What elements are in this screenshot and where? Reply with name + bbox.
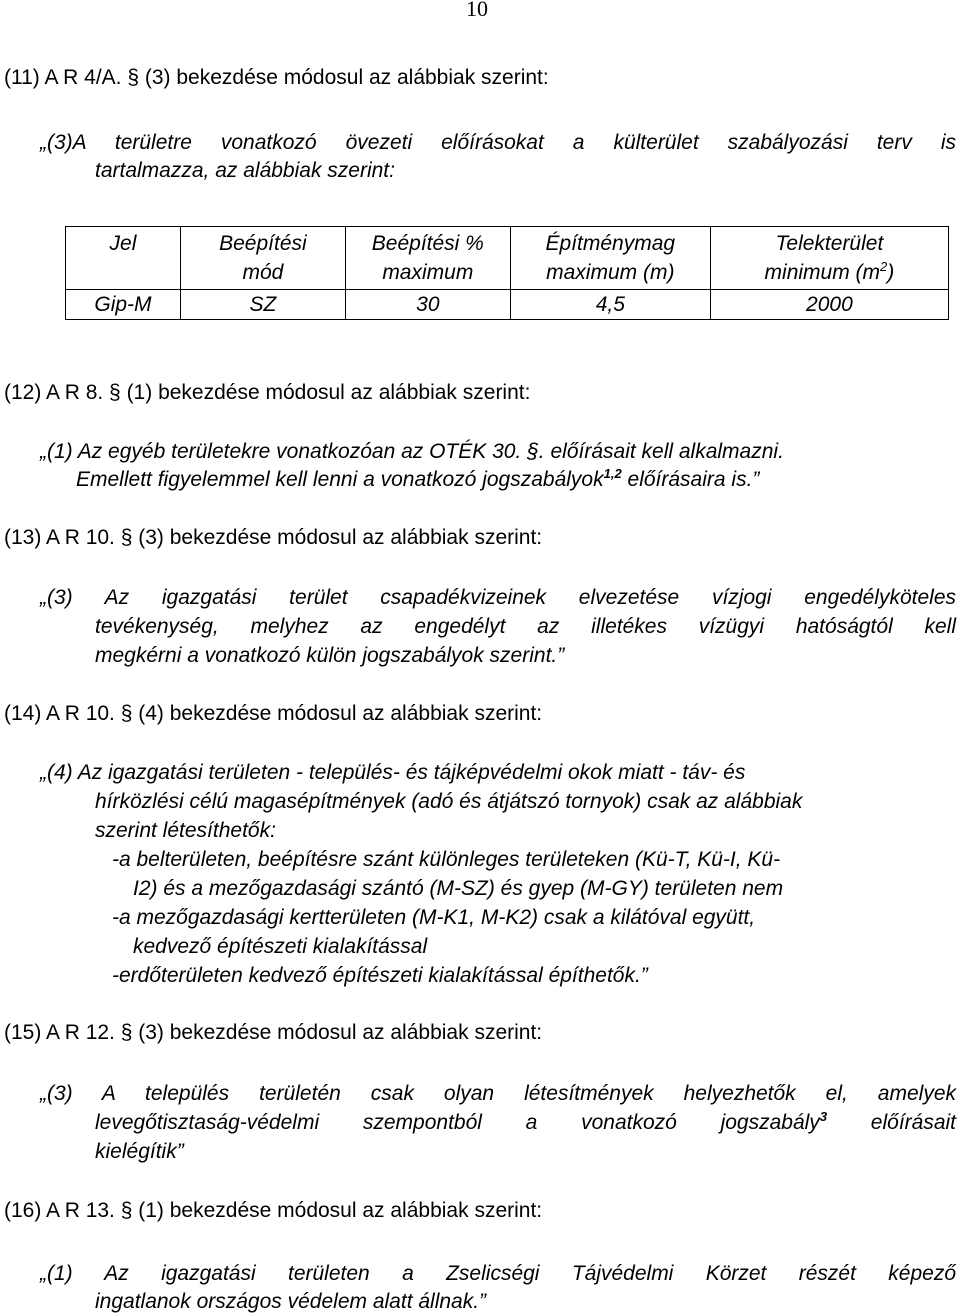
cell-mod: SZ xyxy=(180,290,345,320)
section-13-line-1: „(3) Az igazgatási terület csapadékvizeinek elvezetése vízjogi engedélyköteles xyxy=(40,586,956,609)
section-15-heading: (15) A R 12. § (3) bekezdése módosul az alábbiak szerint: xyxy=(4,1021,543,1044)
section-13-line-2: tevékenység, melyhez az engedélyt az illetékes vízügyi hatóságtól kell xyxy=(95,615,956,638)
section-14-bullet-2b: kedvező építészeti kialakítással xyxy=(133,935,428,958)
section-11-quote-line-1: „(3)A területre vonatkozó övezeti előírásokat a külterület szabályozási terv is xyxy=(40,131,956,154)
section-14-heading: (14) A R 10. § (4) bekezdése módosul az alábbiak szerint: xyxy=(4,702,543,725)
section-15-line-3: kielégítik” xyxy=(95,1140,184,1163)
cell-magassag: 4,5 xyxy=(510,290,710,320)
section-14-line-3: szerint létesíthetők: xyxy=(95,819,276,842)
section-14-bullet-1b: I2) és a mezőgazdasági szántó (M-SZ) és gyep (M-GY) területen nem xyxy=(133,877,784,900)
section-11-heading: (11) A R 4/A. § (3) bekezdése módosul az alábbiak szerint: xyxy=(4,66,549,89)
section-15-line-2: levegőtisztaság-védelmi szempontból a vonatkozó jogszabály$^3$ előírásait xyxy=(95,1109,957,1134)
section-14-bullet-2a: -a mezőgazdasági kertterületen (M-K1, M-K2) csak a kilátóval együtt, xyxy=(112,906,756,929)
header-telekterulet: Telekterület minimum $(m^2)$ xyxy=(710,227,948,290)
section-12-heading: (12) A R 8. § (1) bekezdése módosul az alábbiak szerint: xyxy=(4,381,531,404)
cell-telek: 2000 xyxy=(710,290,948,320)
section-12-line-2: Emellett figyelemmel kell lenni a vonatkozó jogszabályok$^{1,2}$ előírásaira is.” xyxy=(76,466,760,491)
cell-jel: Gip-M xyxy=(66,290,181,320)
section-14-bullet-1a: -a belterületen, beépítésre szánt különleges területeken (Kü-T, Kü-I, Kü- xyxy=(112,848,781,871)
section-16-line-1: „(1) Az igazgatási területen a Zselicségi Tájvédelmi Körzet részét képező xyxy=(40,1262,956,1285)
section-14-line-2: hírközlési célú magasépítmények (adó és átjátszó tornyok) csak az alábbiak xyxy=(95,790,803,813)
section-13-line-3: megkérni a vonatkozó külön jogszabályok szerint.” xyxy=(95,644,565,667)
section-13-heading: (13) A R 10. § (3) bekezdése módosul az alábbiak szerint: xyxy=(4,526,543,549)
table-header-row xyxy=(66,227,949,290)
page-number: 10 xyxy=(466,0,488,21)
table-row xyxy=(66,290,949,320)
section-11-quote-line-2: tartalmazza, az alábbiak szerint: xyxy=(95,159,395,182)
header-beepitesi-mod: Beépítési mód xyxy=(180,227,345,290)
regulation-table xyxy=(65,226,949,320)
section-12-line-1: „(1) Az egyéb területekre vonatkozóan az OTÉK 30. §. előírásait kell alkalmazni. xyxy=(40,440,784,463)
section-16-heading: (16) A R 13. § (1) bekezdése módosul az alábbiak szerint: xyxy=(4,1199,543,1222)
header-epitmenymag: Építménymag maximum (m) xyxy=(510,227,710,290)
header-beepitesi-szazalek: Beépítési % maximum xyxy=(345,227,510,290)
section-16-line-2: ingatlanok országos védelem alatt állnak.” xyxy=(95,1290,487,1313)
cell-szazalek: 30 xyxy=(345,290,510,320)
section-15-line-1: „(3) A település területén csak olyan létesítmények helyezhetők el, amelyek xyxy=(40,1082,956,1105)
section-14-bullet-3: -erdőterületen kedvező építészeti kialakítással építhetők.” xyxy=(112,964,648,987)
section-14-line-1: „(4) Az igazgatási területen - település- és tájképvédelmi okok miatt - táv- és xyxy=(40,761,746,784)
header-jel: Jel xyxy=(66,227,181,290)
